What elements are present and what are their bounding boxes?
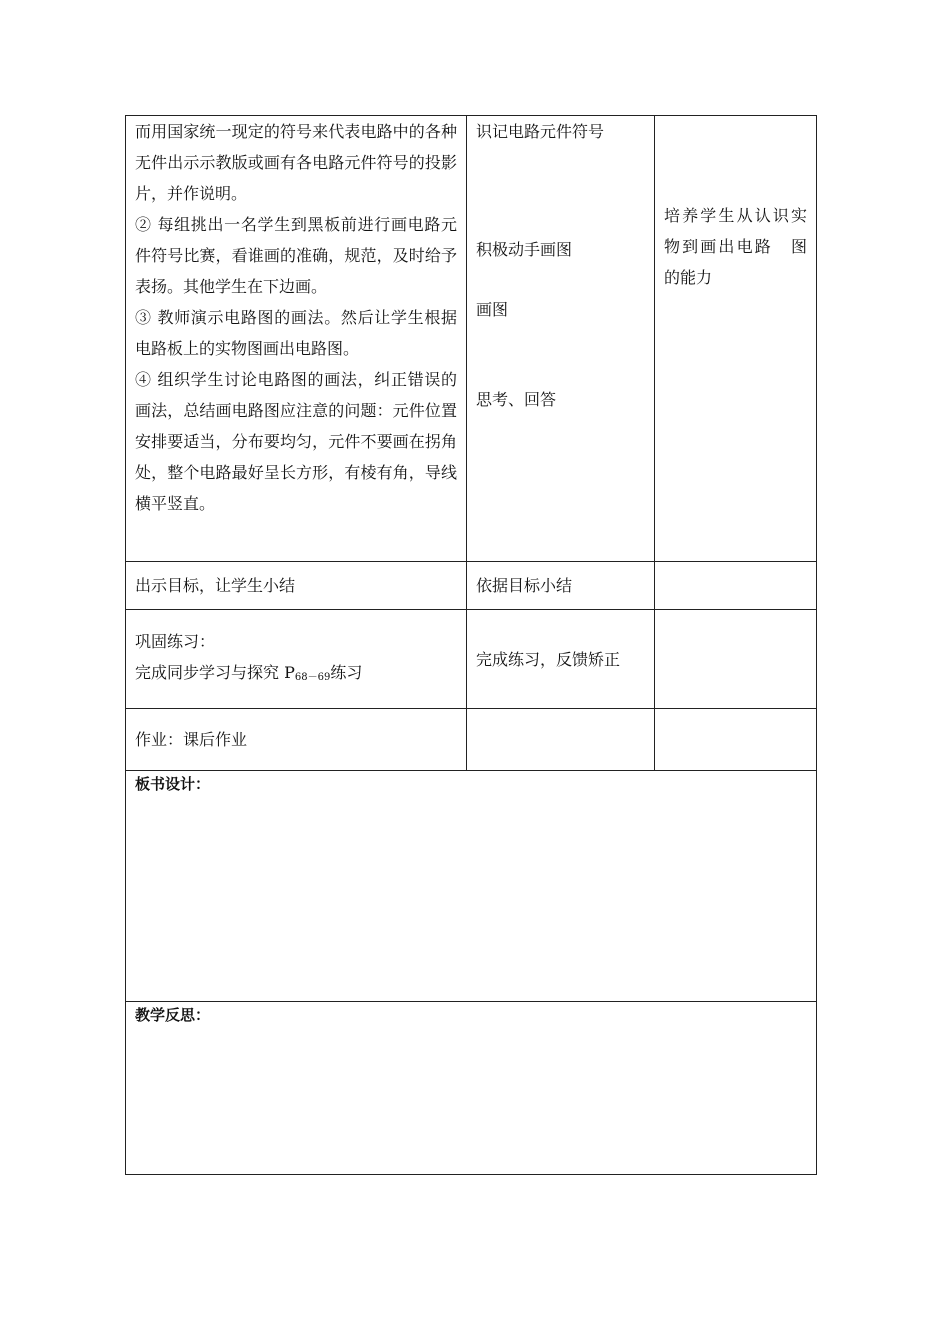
teacher-activity-cell [126, 610, 467, 709]
practice-text-after: 练习 [330, 662, 363, 682]
teacher-paragraph-3: ③ 教师演示电路图的画法。然后让学生根据电路板上的实物图画出电路图。 [135, 308, 457, 358]
student-item-4: 思考、回答 [476, 390, 557, 409]
table-row [126, 771, 817, 1002]
table-row [126, 709, 817, 771]
design-intent-text: 培养学生从认识实物到画出电路 图的能力 [664, 206, 807, 287]
student-item-2: 积极动手画图 [476, 240, 573, 259]
practice-text-before: 完成同步学习与探究 P [135, 662, 295, 682]
student-activity-cell: 完成练习，反馈矫正 [467, 610, 655, 709]
student-item-3: 画图 [476, 300, 509, 319]
table-row [126, 1002, 817, 1175]
design-intent-cell [655, 562, 817, 610]
table-row [126, 116, 817, 562]
practice-text [135, 657, 457, 693]
teacher-paragraph-4: ④ 组织学生讨论电路图的画法，纠正错误的画法，总结画电路图应注意的问题：元件位置安排要适当，分布要均匀，元件不要画在拐角处，整个电路最好呈长方形，有棱有角，导线横平竖直。 [135, 370, 457, 513]
design-intent-cell [655, 610, 817, 709]
student-activity-cell: 依据目标小结 [467, 562, 655, 610]
student-activity-cell [467, 116, 655, 562]
student-activity-cell [467, 709, 655, 771]
board-design-cell [126, 771, 817, 1002]
teacher-activity-cell: 出示目标，让学生小结 [126, 562, 467, 610]
teacher-paragraph-2: ② 每组挑出一名学生到黑板前进行画电路元件符号比赛，看谁画的准确，规范，及时给予表扬。其他学生在下边画。 [135, 215, 457, 296]
table-row [126, 562, 817, 610]
teacher-activity-cell [126, 116, 467, 562]
reflection-label: 教学反思： [135, 1006, 211, 1024]
table-row [126, 610, 817, 709]
design-intent-cell [655, 709, 817, 771]
student-item-1: 识记电路元件符号 [476, 122, 605, 141]
practice-title: 巩固练习： [135, 631, 216, 651]
design-intent-cell [655, 116, 817, 562]
teacher-activity-cell: 作业：课后作业 [126, 709, 467, 771]
reflection-cell [126, 1002, 817, 1175]
teacher-paragraph-1: 而用国家统一现定的符号来代表电路中的各种无件出示示教版或画有各电路元件符号的投影片，并作说明。 [135, 122, 457, 203]
practice-page-subscript: 68－69 [294, 671, 331, 683]
lesson-plan-table [125, 115, 817, 1175]
board-design-label: 板书设计： [135, 775, 211, 793]
